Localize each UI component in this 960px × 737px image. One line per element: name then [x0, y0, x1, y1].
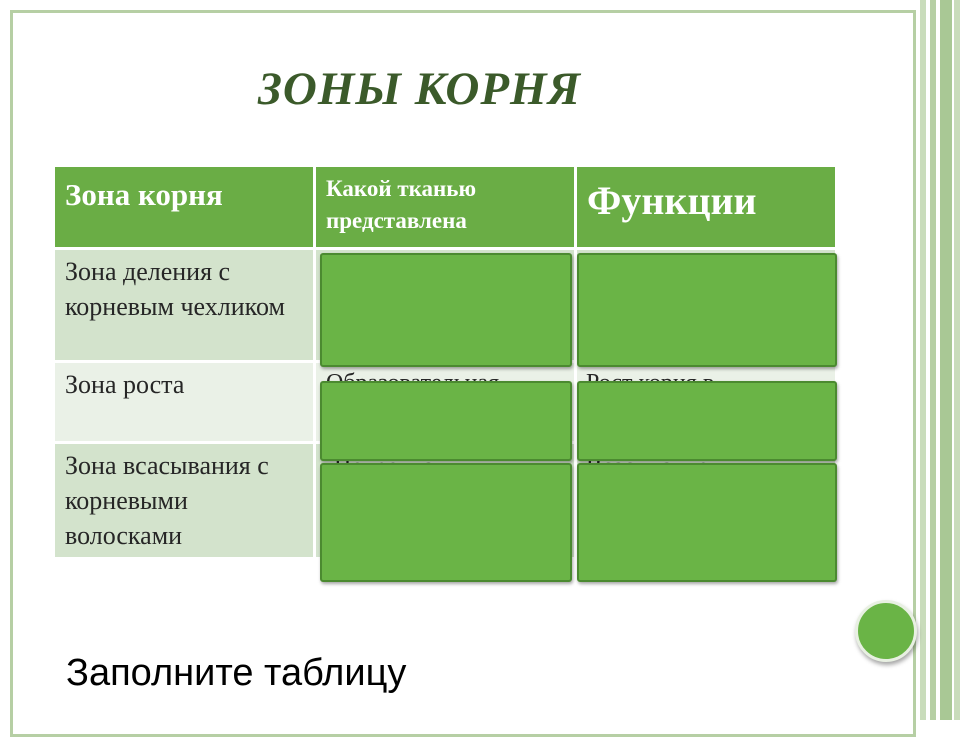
task-instruction: Заполните таблицу: [66, 652, 407, 694]
answer-cover-tissue-1[interactable]: [320, 253, 572, 367]
decor-stripe: [940, 0, 952, 720]
answer-cover-tissue-2[interactable]: [320, 381, 572, 461]
cell-zone: Зона роста: [55, 363, 313, 441]
decor-stripe: [954, 0, 960, 720]
table-header-row: [55, 167, 835, 247]
hidden-answer-function: [586, 366, 830, 381]
decor-stripe: [930, 0, 936, 720]
header-functions: Функции: [577, 167, 835, 247]
slide-title: ЗОНЫ КОРНЯ: [258, 63, 581, 115]
answer-cover-function-1[interactable]: [577, 253, 837, 367]
answer-cover-function-2[interactable]: [577, 381, 837, 461]
decor-circle: [855, 600, 917, 662]
header-zone: Зона корня: [55, 167, 313, 247]
header-tissue: Какой тканью представлена: [316, 167, 574, 247]
decor-stripe: [920, 0, 926, 720]
cell-zone: Зона всасывания с корневыми волосками: [55, 444, 313, 557]
hidden-answer-tissue: [326, 366, 570, 381]
cell-zone: Зона деления с корневым чехликом: [55, 250, 313, 360]
answer-cover-function-3[interactable]: [577, 463, 837, 582]
answer-cover-tissue-3[interactable]: [320, 463, 572, 582]
